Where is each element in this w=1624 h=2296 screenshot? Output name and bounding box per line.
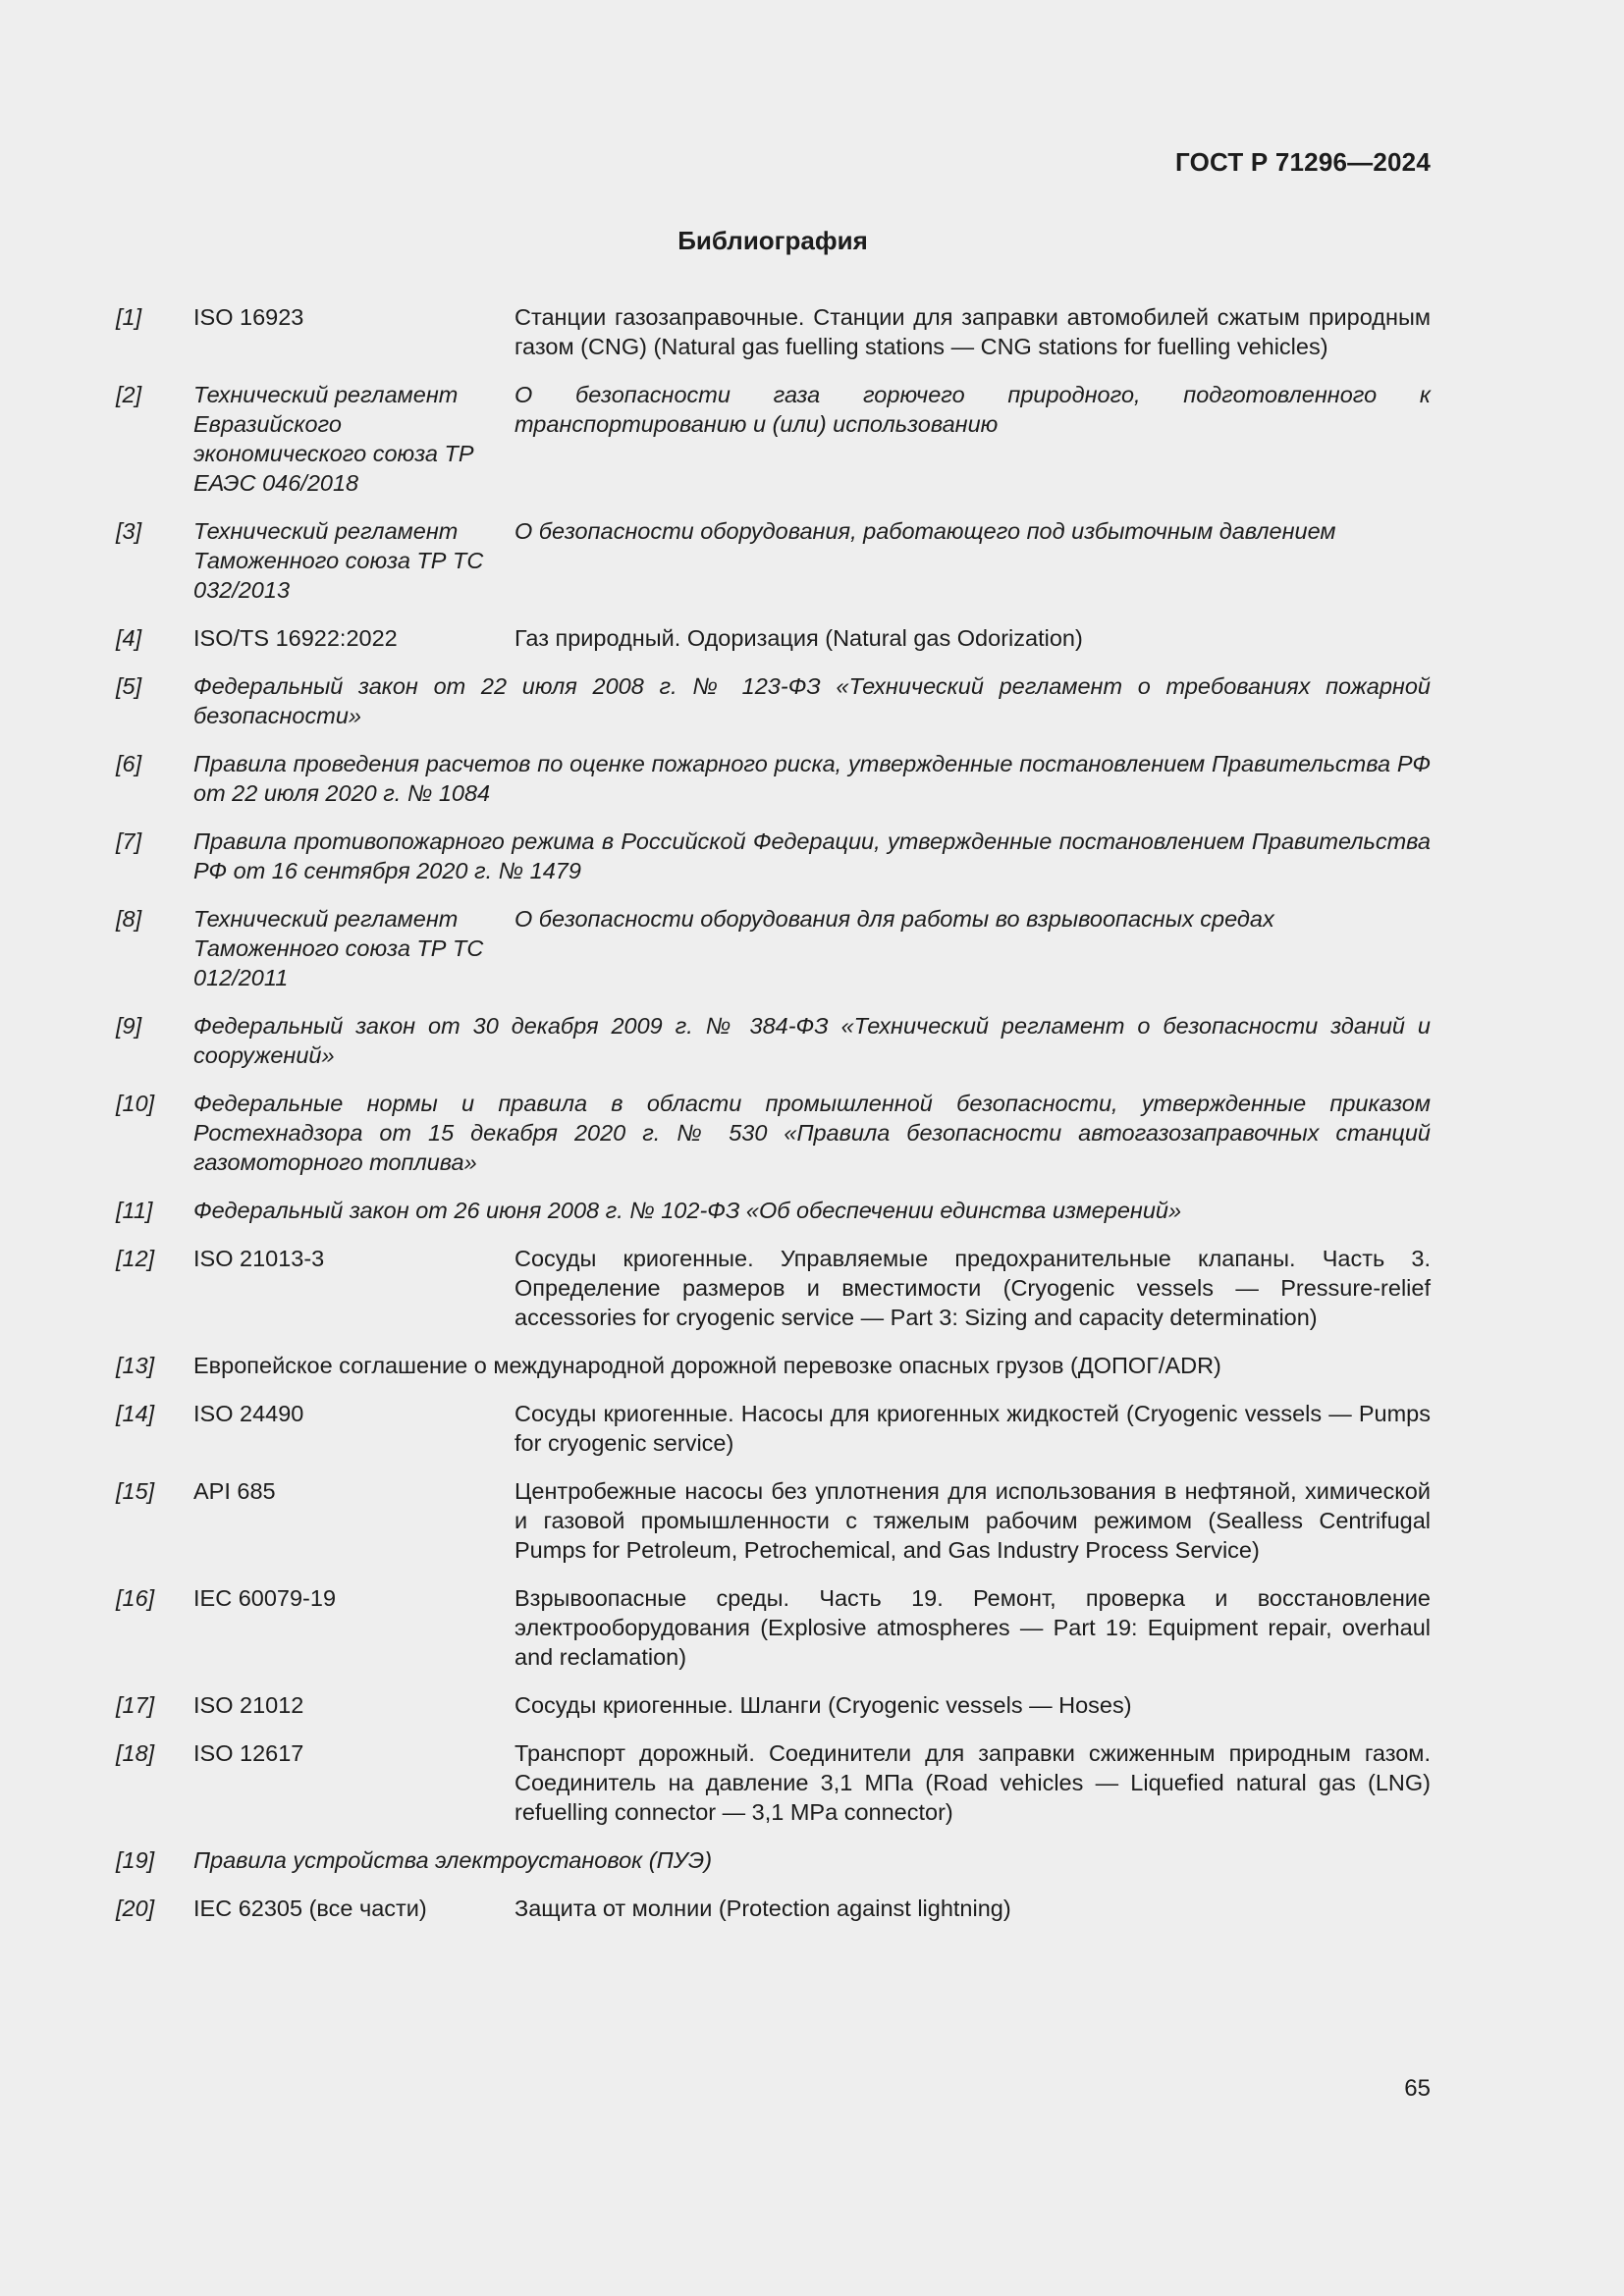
bibliography-entry-14 — [116, 1399, 1431, 1458]
entry-number: [9] — [116, 1013, 142, 1039]
entry-number: [14] — [116, 1401, 155, 1426]
entry-code: ISO 24490 — [193, 1401, 304, 1426]
entry-number: [2] — [116, 382, 142, 407]
entry-description: Газ природный. Одоризация (Natural gas Odorization) — [514, 625, 1083, 651]
bibliography-entry-6 — [116, 749, 1431, 808]
bibliography-list — [116, 302, 1431, 1942]
entry-description: Взрывоопасные среды. Часть 19. Ремонт, проверка и восстановление электрооборудования (Explosive atmospheres — Part 19: Equipment repair, overhaul and reclamation) — [514, 1585, 1431, 1670]
bibliography-entry-16 — [116, 1583, 1431, 1672]
bibliography-entry-12 — [116, 1244, 1431, 1332]
entry-description: Центробежные насосы без уплотнения для использования в нефтяной, химической и газовой промышленности с тяжелым рабочим режимом (Sealless Centrifugal Pumps for Petroleum, Petrochemical, and Gas Industry Process Service) — [514, 1478, 1431, 1563]
entry-number: [8] — [116, 906, 142, 932]
entry-text: Федеральные нормы и правила в области промышленной безопасности, утвержденные приказом Ростехнадзора от 15 декабря 2020 г. № 530 «Правила безопасности автогазозаправочных станций газомоторного топлива» — [193, 1091, 1431, 1175]
bibliography-entry-10 — [116, 1089, 1431, 1177]
entry-code: API 685 — [193, 1478, 276, 1504]
bibliography-entry-2 — [116, 380, 1431, 498]
entry-text: Федеральный закон от 26 июня 2008 г. № 102-ФЗ «Об обеспечении единства измерений» — [193, 1198, 1182, 1223]
bibliography-entry-17 — [116, 1690, 1431, 1720]
entry-description: О безопасности оборудования, работающего под избыточным давлением — [514, 518, 1336, 544]
bibliography-entry-20 — [116, 1894, 1431, 1923]
entry-code: ISO 12617 — [193, 1740, 304, 1766]
entry-text: Федеральный закон от 30 декабря 2009 г. № 384-ФЗ «Технический регламент о безопасности зданий и сооружений» — [193, 1013, 1431, 1068]
bibliography-entry-11 — [116, 1196, 1431, 1225]
entry-number: [5] — [116, 673, 142, 699]
entry-description: Защита от молнии (Protection against lightning) — [514, 1896, 1011, 1921]
bibliography-entry-8 — [116, 904, 1431, 992]
entry-code: Технический регламент Евразийского экономического союза ТР ЕАЭС 046/2018 — [193, 382, 474, 496]
entry-description: О безопасности оборудования для работы во взрывоопасных средах — [514, 906, 1274, 932]
entry-description: Сосуды криогенные. Управляемые предохранительные клапаны. Часть 3. Определение размеров и вместимости (Cryogenic vessels — Pressure-relief accessories for cryogenic service — Part 3: Sizing and capacity determination) — [514, 1246, 1431, 1330]
bibliography-entry-19 — [116, 1845, 1431, 1875]
document-code: ГОСТ Р 71296—2024 — [1175, 147, 1431, 177]
entry-description: Транспорт дорожный. Соединители для заправки сжиженным природным газом. Соединитель на давление 3,1 МПа (Road vehicles — Liquefied natural gas (LNG) refuelling connector — 3,1 MPa connector) — [514, 1740, 1431, 1825]
bibliography-entry-4 — [116, 623, 1431, 653]
entry-number: [12] — [116, 1246, 155, 1271]
entry-code: IEC 62305 (все части) — [193, 1896, 427, 1921]
bibliography-entry-13 — [116, 1351, 1431, 1380]
entry-number: [17] — [116, 1692, 155, 1718]
entry-number: [20] — [116, 1896, 155, 1921]
entry-number: [4] — [116, 625, 142, 651]
entry-text: Правила устройства электроустановок (ПУЭ) — [193, 1847, 713, 1873]
entry-description: О безопасности газа горючего природного, подготовленного к транспортированию и (или) использованию — [514, 382, 1431, 437]
entry-code: ISO 21012 — [193, 1692, 304, 1718]
entry-text: Федеральный закон от 22 июля 2008 г. № 123-ФЗ «Технический регламент о требованиях пожарной безопасности» — [193, 673, 1431, 728]
entry-number: [11] — [116, 1198, 153, 1223]
entry-description: Сосуды криогенные. Насосы для криогенных жидкостей (Cryogenic vessels — Pumps for cryogenic service) — [514, 1401, 1431, 1456]
entry-number: [16] — [116, 1585, 155, 1611]
entry-number: [7] — [116, 828, 142, 854]
entry-description: Сосуды криогенные. Шланги (Cryogenic vessels — Hoses) — [514, 1692, 1132, 1718]
entry-code: Технический регламент Таможенного союза ТР ТС 032/2013 — [193, 518, 484, 603]
entry-number: [3] — [116, 518, 142, 544]
bibliography-entry-18 — [116, 1738, 1431, 1827]
entry-number: [10] — [116, 1091, 155, 1116]
entry-number: [15] — [116, 1478, 155, 1504]
page-number: 65 — [1404, 2075, 1431, 2102]
entry-number: [13] — [116, 1353, 155, 1378]
entry-code: ISO/TS 16922:2022 — [193, 625, 398, 651]
bibliography-entry-9 — [116, 1011, 1431, 1070]
bibliography-entry-15 — [116, 1476, 1431, 1565]
bibliography-entry-7 — [116, 827, 1431, 885]
entry-text: Правила противопожарного режима в Российской Федерации, утвержденные постановлением Правительства РФ от 16 сентября 2020 г. № 1479 — [193, 828, 1431, 883]
entry-number: [18] — [116, 1740, 155, 1766]
entry-code: ISO 16923 — [193, 304, 304, 330]
entry-number: [19] — [116, 1847, 155, 1873]
entry-description: Станции газозаправочные. Станции для заправки автомобилей сжатым природным газом (CNG) (Natural gas fuelling stations — CNG stations for fuelling vehicles) — [514, 304, 1431, 359]
entry-code: IEC 60079-19 — [193, 1585, 337, 1611]
entry-number: [6] — [116, 751, 142, 776]
entry-number: [1] — [116, 304, 142, 330]
bibliography-entry-1 — [116, 302, 1431, 361]
entry-text: Правила проведения расчетов по оценке пожарного риска, утвержденные постановлением Правительства РФ от 22 июля 2020 г. № 1084 — [193, 751, 1431, 806]
entry-code: ISO 21013-3 — [193, 1246, 325, 1271]
bibliography-entry-5 — [116, 671, 1431, 730]
bibliography-entry-3 — [116, 516, 1431, 605]
entry-text: Европейское соглашение о международной дорожной перевозке опасных грузов (ДОПОГ/ADR) — [193, 1353, 1221, 1378]
page-title: Библиография — [677, 226, 868, 255]
entry-code: Технический регламент Таможенного союза ТР ТС 012/2011 — [193, 906, 484, 990]
